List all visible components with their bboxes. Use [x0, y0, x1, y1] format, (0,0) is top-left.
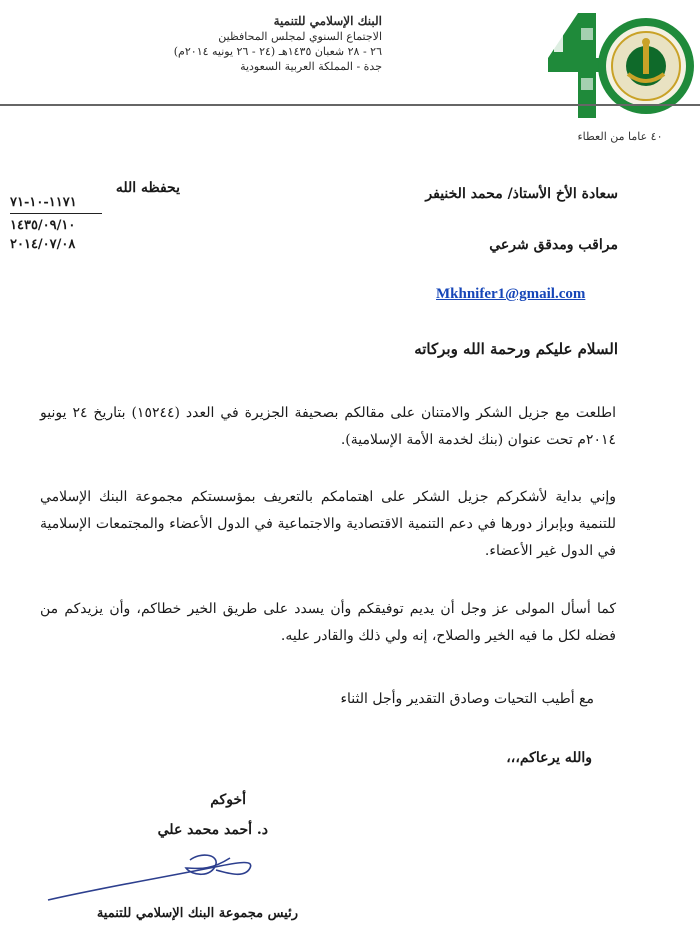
- valediction: والله يرعاكم،،،: [506, 750, 592, 766]
- event-name: الاجتماع السنوي لمجلس المحافظين: [218, 30, 382, 43]
- signatory-name: د. أحمد محمد علي: [157, 822, 268, 838]
- reference-number: ١١٧١-١٠-٧١: [10, 193, 102, 214]
- signature-brother: أخوكم: [210, 792, 246, 808]
- paragraph-1: اطلعت مع جزيل الشكر والامتنان على مقالكم بصحيفة الجزيرة في العدد (١٥٢٤٤) بتاريخ ٢٤ يونيو ٢٠١٤م تحت عنوان (بنك لخدمة الأمة الإسلامية).: [40, 405, 617, 448]
- event-location: جدة - المملكة العربية السعودية: [240, 60, 382, 73]
- closing-line: مع أطيب التحيات وصادق التقدير وأجل الثناء: [340, 691, 594, 707]
- letterhead: [82, 14, 382, 74]
- anniversary-logo: [548, 8, 698, 128]
- paragraph-3: كما أسأل المولى عز وجل أن يديم توفيقكم وأن يسدد على طريق الخير خطاكم، وأن يزيدكم من فضله لكل ما فيه الخير والصلاح، إنه ولي ذلك والقادر عليه.: [40, 601, 616, 644]
- reference-block: [10, 193, 102, 254]
- recipient-email[interactable]: Mkhnifer1@gmail.com: [436, 286, 586, 302]
- handwritten-signature: [40, 848, 260, 910]
- greeting: السلام عليكم ورحمة الله وبركاته: [414, 340, 618, 358]
- paragraph-2: وإني بداية لأشكركم جزيل الشكر على اهتمامكم بالتعريف بمؤسستكم مجموعة البنك الإسلامي للتنمية وبإبراز دورها في دعم التنمية الاقتصادية والاجتماعية في الدول الأعضاء والمجتمعات الإسلامية في الدول غير الأعضاء.: [40, 489, 616, 559]
- recipient-salutation: سعادة الأخ الأستاذ/ محمد الخنيفر: [425, 186, 618, 202]
- gregorian-date: ٢٠١٤/٠٧/٠٨: [10, 237, 76, 252]
- signatory-position: رئيس مجموعة البنك الإسلامي للتنمية: [96, 906, 298, 921]
- anniversary-tagline: ٤٠ عاما من العطاء: [577, 130, 663, 143]
- recipient-honorific: يحفظه الله: [115, 180, 180, 196]
- hijri-date: ١٤٣٥/٠٩/١٠: [10, 218, 76, 233]
- event-dates: ٢٦ - ٢٨ شعبان ١٤٣٥هـ (٢٤ - ٢٦ يونيه ٢٠١٤م): [173, 45, 382, 58]
- organization-name: البنك الإسلامي للتنمية: [273, 14, 382, 28]
- header-divider: [0, 104, 700, 106]
- recipient-title: مراقب ومدقق شرعي: [489, 237, 618, 253]
